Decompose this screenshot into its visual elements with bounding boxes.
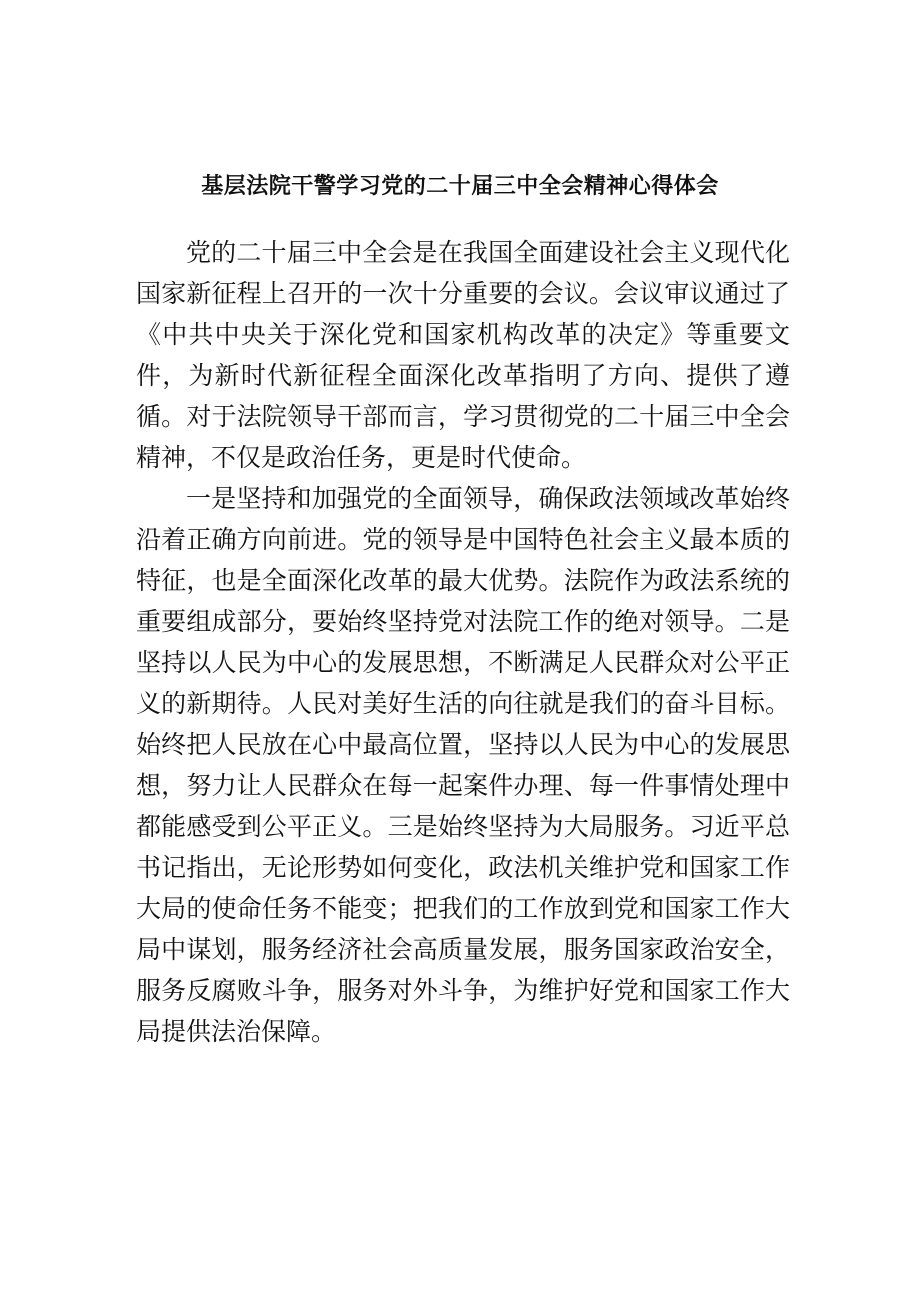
document-body [136,232,790,1052]
paragraph-main: 一是坚持和加强党的全面领导，确保政法领域改革始终沿着正确方向前进。党的领导是中国特色社会主义最本质的特征，也是全面深化改革的最大优势。法院作为政法系统的重要组成部分，要始终坚持党对法院工作的绝对领导。二是坚持以人民为中心的发展思想，不断满足人民群众对公平正义的新期待。人民对美好生活的向往就是我们的奋斗目标。始终把人民放在心中最高位置，坚持以人民为中心的发展思想，努力让人民群众在每一起案件办理、每一件事情处理中都能感受到公平正义。三是始终坚持为大局服务。习近平总书记指出，无论形势如何变化，政法机关维护党和国家工作大局的使命任务不能变；把我们的工作放到党和国家工作大局中谋划，服务经济社会高质量发展，服务国家政治安全，服务反腐败斗争，服务对外斗争，为维护好党和国家工作大局提供法治保障。 [136,484,790,1046]
document-title: 基层法院干警学习党的二十届三中全会精神心得体会 [201,174,719,199]
paragraph-intro: 党的二十届三中全会是在我国全面建设社会主义现代化国家新征程上召开的一次十分重要的会议。会议审议通过了《中共中央关于深化党和国家机构改革的决定》等重要文件，为新时代新征程全面深化改革指明了方向、提供了遵循。对于法院领导干部而言，学习贯彻党的二十届三中全会精神，不仅是政治任务，更是时代使命。 [136,238,790,472]
